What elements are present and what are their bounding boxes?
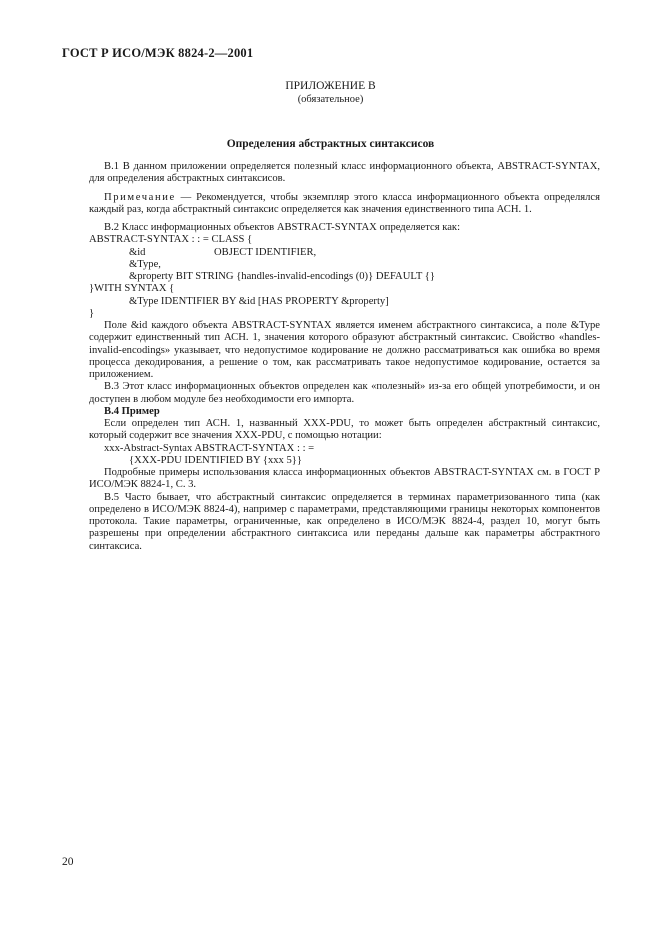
code-line: &Type IDENTIFIER BY &id [HAS PROPERTY &property] — [129, 295, 389, 307]
code-line: &property BIT STRING {handles-invalid-encodings (0)} DEFAULT {} — [129, 271, 435, 282]
section-title: Определения абстрактных синтаксисов — [226, 138, 435, 150]
code-type: OBJECT IDENTIFIER, — [214, 246, 317, 258]
paragraph-b2: В.2 Класс информационных объектов ABSTRACT-SYNTAX определяется как: — [104, 222, 461, 233]
paragraph-b2-explanation: Поле &id каждого объекта ABSTRACT-SYNTAX является именем абстрактного синтаксиса, а поле &Type содержит единственный тип АСН. 1, значения которого образуют абстрактный синтаксис. Свойство «handles-invalid-encodings» указывает, что недопустимое кодирование не должно рассматриваться как ошибка во время процесса декодирования, а решение о том, как рассматривать такое недопустимое кодирование, остается за приложением. — [89, 320, 600, 380]
paragraph-b4: Если определен тип АСН. 1, названный XXX-PDU, то может быть определен абстрактный синтаксис, который содержит все значения XXX-PDU, с помощью нотации: — [89, 418, 600, 442]
paragraph-b5: В.5 Часто бывает, что абстрактный синтаксис определяется в терминах параметризованного типа (как определено в ИСО/МЭК 8824-4), например с параметрами, представляющими границы некоторых компонентов протокола. Такие параметры, ограниченные, как определено в ИСО/МЭК 8824-4, раздел 10, могут быть разрешены при определении абстрактного синтаксиса или переданы дальше как параметры абстрактного синтаксиса. — [89, 491, 600, 552]
paragraph-b1: В.1 В данном приложении определяется полезный класс информационного объекта, ABSTRACT-SYNTAX, для определения абстрактных синтаксисов. — [89, 161, 600, 185]
paragraph-b3: В.3 Этот класс информационных объектов определен как «полезный» из-за его общей употребимости, и он доступен в любом модуле без необходимости его импорта. — [89, 381, 600, 405]
code-line: } — [89, 307, 95, 319]
code-field: &id — [129, 246, 146, 258]
example-heading: В.4 Пример — [104, 405, 160, 417]
paragraph-b4-details: Подробные примеры использования класса информационных объектов ABSTRACT-SYNTAX см. в ГОСТ Р ИСО/МЭК 8824-1, С. 3. — [89, 467, 600, 491]
note-paragraph — [89, 192, 600, 217]
document-body — [89, 161, 600, 553]
code-line: &Type, — [129, 258, 161, 270]
code-line: xxx-Abstract-Syntax ABSTRACT-SYNTAX : : = — [104, 442, 315, 454]
document-header: ГОСТ Р ИСО/МЭК 8824-2—2001 — [62, 46, 254, 60]
appendix-title: ПРИЛОЖЕНИЕ В — [285, 80, 376, 92]
appendix-heading — [0, 80, 661, 106]
code-line — [89, 247, 600, 259]
code-line: ABSTRACT-SYNTAX : : = CLASS { — [89, 234, 253, 246]
code-line: }WITH SYNTAX { — [89, 283, 175, 295]
note-text: — Рекомендуется, чтобы экземпляр этого класса информационного объекта определялся каждый раз, когда абстрактный синтаксис определяется как значения единственного типа АСН. 1. — [89, 191, 600, 215]
appendix-subtitle: (обязательное) — [297, 94, 364, 105]
code-line: {XXX-PDU IDENTIFIED BY {xxx 5}} — [129, 454, 302, 466]
note-label: Примечание — [104, 191, 176, 203]
page-number: 20 — [62, 856, 74, 868]
